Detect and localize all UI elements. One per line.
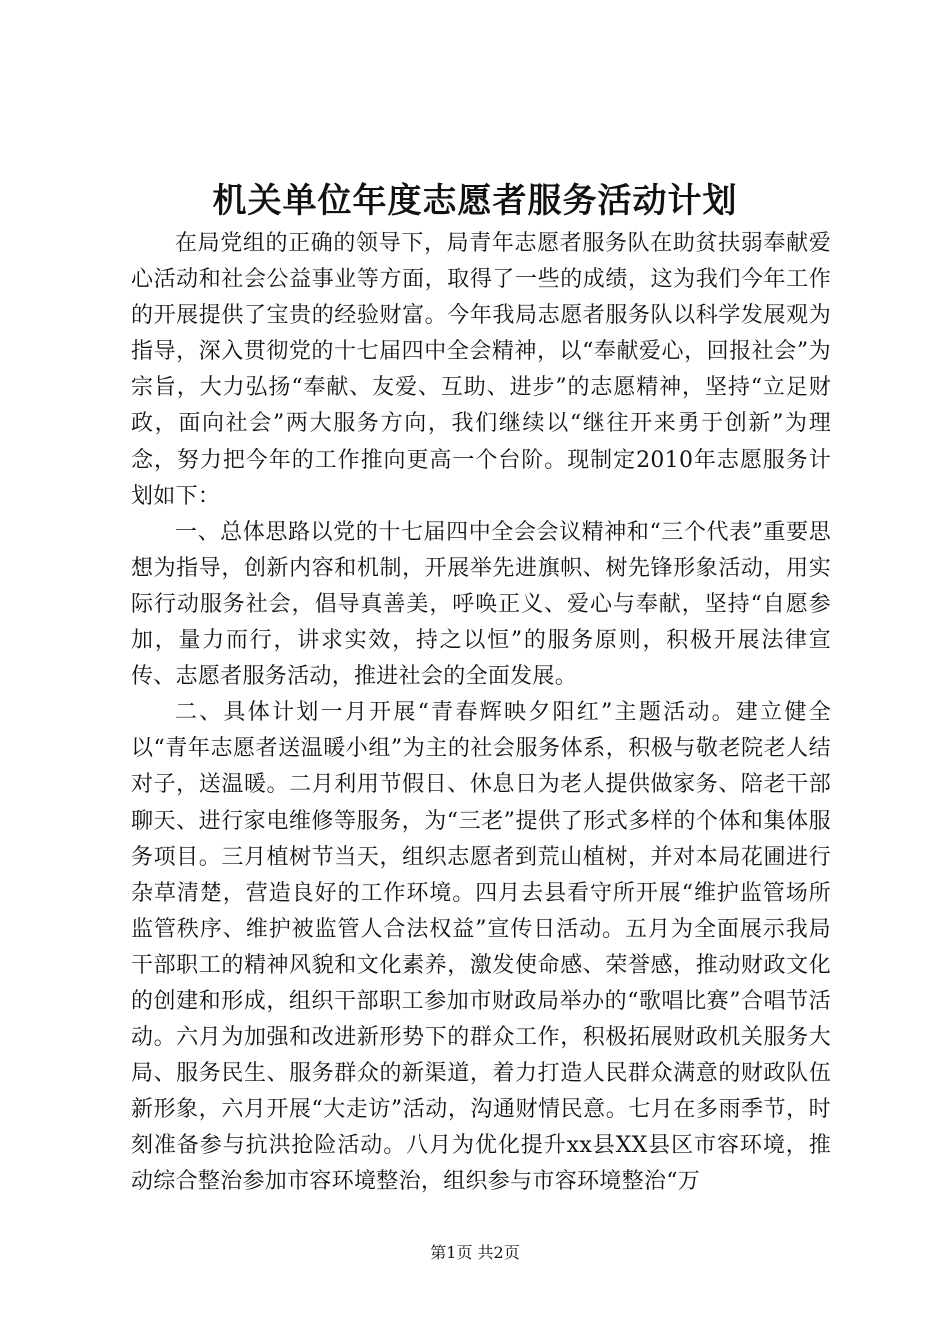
paragraph-specific-plan: 二、具体计划一月开展“青春辉映夕阳红”主题活动。建立健全以“青年志愿者送温暖小组”为主的社会服务体系，积极与敬老院老人结对子，送温暖。二月利用节假日、休息日为老人提供做家务、陪老干部聊天、进行家电维修等服务，为“三老”提供了形式多样的个体和集体服务项目。三月植树节当天，组织志愿者到荒山植树，并对本局花圃进行杂草清楚，营造良好的工作环境。四月去县看守所开展“维护监管场所监管秩序、维护被监管人合法权益”宣传日活动。五月为全面展示我局干部职工的精神风貌和文化素养，激发使命感、荣誉感，推动财政文化的创建和形成，组织干部职工参加市财政局举办的“歌唱比赛”合唱节活动。六月为加强和改进新形势下的群众工作，积极拓展财政机关服务大局、服务民生、服务群众的新渠道，着力打造人民群众满意的财政队伍新形象，六月开展“大走访”活动，沟通财情民意。七月在多雨季节，时刻准备参与抗洪抢险活动。八月为优化提升xx县XX县区市容环境，推动综合整治参加市容环境整治，组织参与市容环境整治“万 <box>131 700 831 1195</box>
document-title: 机关单位年度志愿者服务活动计划 <box>212 181 738 221</box>
page-number-footer: 第1页 共2页 <box>430 1243 520 1262</box>
paragraph-intro: 在局党组的正确的领导下，局青年志愿者服务队在助贫扶弱奉献爱心活动和社会公益事业等方面，取得了一些的成绩，这为我们今年工作的开展提供了宝贵的经验财富。今年我局志愿者服务队以科学发展观为指导，深入贯彻党的十七届四中全会精神，以“奉献爱心，回报社会”为宗旨，大力弘扬“奉献、友爱、互助、进步”的志愿精神，坚持“立足财政，面向社会”两大服务方向，我们继续以“继往开来勇于创新”为理念，努力把今年的工作推向更高一个台阶。现制定2010年志愿服务计划如下： <box>131 231 831 509</box>
document-body <box>131 226 831 1201</box>
paragraph-general-approach: 一、总体思路以党的十七届四中全会会议精神和“三个代表”重要思想为指导，创新内容和机制，开展举先进旗帜、树先锋形象活动，用实际行动服务社会，倡导真善美，呼唤正义、爱心与奉献，坚持“自愿参加，量力而行，讲求实效，持之以恒”的服务原则，积极开展法律宣传、志愿者服务活动，推进社会的全面发展。 <box>131 519 831 690</box>
